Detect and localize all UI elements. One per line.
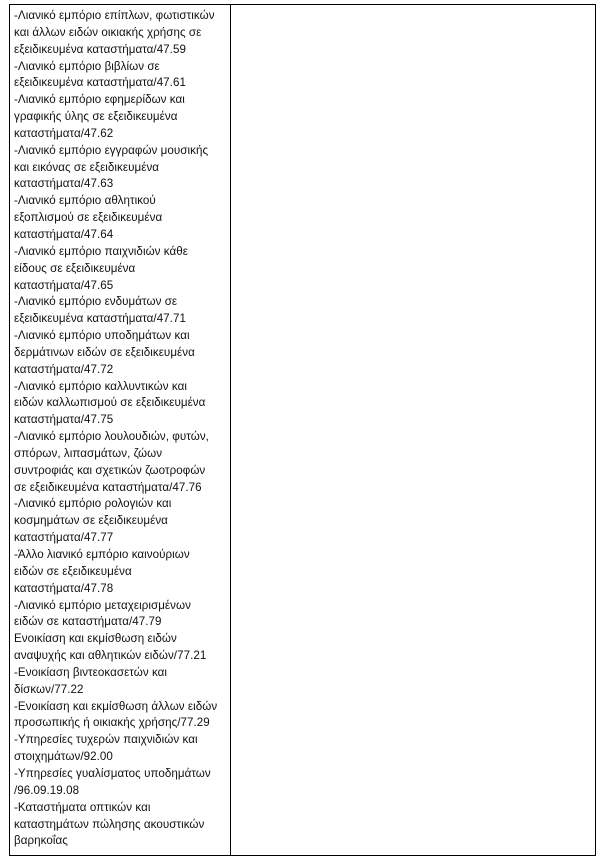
list-item-line: -Λιανικό εμπόριο ενδυμάτων σε (14, 295, 178, 309)
list-item-line: ειδών σε εξειδικευμένα (14, 564, 132, 578)
list-item-line: -Λιανικό εμπόριο ρολογιών και (14, 497, 172, 511)
list-item-line: -Υπηρεσίες γυαλίσματος υποδημάτων (14, 766, 211, 780)
list-item (14, 598, 230, 632)
activities-cell (10, 5, 231, 856)
list-item-line: Ενοικίαση και εκμίσθωση ειδών (14, 632, 177, 646)
list-item-line: καταστήματα/47.75 (14, 413, 114, 427)
list-item-line: ειδών σε καταστήματα/47.79 (14, 615, 162, 629)
list-item-line: καταστήματα/47.65 (14, 278, 114, 292)
list-item (14, 429, 230, 496)
activity-list (10, 5, 230, 850)
list-item-line: -Ενοικίαση βιντεοκασετών και (14, 665, 168, 679)
list-item (14, 328, 230, 379)
list-item (14, 244, 230, 295)
list-item-line: -Λιανικό εμπόριο παιχνιδιών κάθε (14, 244, 188, 258)
empty-cell (231, 5, 596, 856)
list-item (14, 732, 230, 766)
list-item-line: και εικόνας σε εξειδικευμένα (14, 160, 160, 174)
list-item-line: εξειδικευμένα καταστήματα/47.71 (14, 312, 186, 326)
list-item-line: καταστήματα/47.62 (14, 126, 114, 140)
list-item (14, 92, 230, 143)
list-item-line: -Λιανικό εμπόριο εγγραφών μουσικής (14, 143, 209, 157)
list-item-line: -Υπηρεσίες τυχερών παιχνιδιών και (14, 733, 198, 747)
list-item (14, 59, 230, 93)
list-item-line: -Λιανικό εμπόριο λουλουδιών, φυτών, (14, 430, 209, 444)
list-item-line: δίσκων/77.22 (14, 682, 84, 696)
list-item (14, 665, 230, 699)
list-item-line: σε εξειδικευμένα καταστήματα/47.76 (14, 480, 202, 494)
list-item-line: /96.09.19.08 (14, 783, 80, 797)
list-item-line: εξειδικευμένα καταστήματα/47.59 (14, 42, 186, 56)
list-item-line: αναψυχής και αθλητικών ειδών/77.21 (14, 649, 207, 663)
list-item (14, 547, 230, 598)
activity-table (9, 4, 596, 856)
list-item-line: καταστήματα/47.72 (14, 362, 114, 376)
table-row (10, 5, 596, 856)
list-item-line: καταστήματα/47.77 (14, 531, 114, 545)
list-item (14, 143, 230, 194)
list-item-line: καταστημάτων πώλησης ακουστικών (14, 817, 205, 831)
list-item-line: γραφικής ύλης σε εξειδικευμένα (14, 110, 178, 124)
list-item-line: προσωπικής ή οικιακής χρήσης/77.29 (14, 716, 210, 730)
list-item-line: -Λιανικό εμπόριο βιβλίων σε (14, 59, 160, 73)
list-item-line: συντροφιάς και σχετικών ζωοτροφών (14, 463, 206, 477)
list-item-line: και άλλων ειδών οικιακής χρήσης σε (14, 25, 202, 39)
list-item-line: -Ενοικίαση και εκμίσθωση άλλων ειδών (14, 699, 218, 713)
list-item-line: -Λιανικό εμπόριο εφημερίδων και (14, 93, 185, 107)
list-item (14, 294, 230, 328)
list-item-line: είδους σε εξειδικευμένα (14, 261, 136, 275)
list-item (14, 193, 230, 244)
list-item-line: εξειδικευμένα καταστήματα/47.61 (14, 76, 186, 90)
list-item-line: κοσμημάτων σε εξειδικευμένα (14, 514, 168, 528)
list-item-line: στοιχημάτων/92.00 (14, 750, 113, 764)
list-item-line: καταστήματα/47.64 (14, 227, 114, 241)
list-item-line: βαρηκοΐας (14, 834, 68, 848)
list-item-line: -Άλλο λιανικό εμπόριο καινούριων (14, 548, 190, 561)
list-item-line: καταστήματα/47.63 (14, 177, 114, 191)
list-item (14, 766, 230, 800)
list-item (14, 631, 230, 665)
list-item-line: -Καταστήματα οπτικών και (14, 800, 151, 814)
list-item-line: -Λιανικό εμπόριο αθλητικού (14, 194, 156, 208)
list-item-line: καταστήματα/47.78 (14, 581, 114, 595)
list-item (14, 8, 230, 59)
list-item-line: σπόρων, λιπασμάτων, ζώων (14, 446, 163, 460)
list-item-line: δερμάτινων ειδών σε εξειδικευμένα (14, 345, 195, 359)
list-item-line: -Λιανικό εμπόριο μεταχειρισμένων (14, 598, 191, 612)
list-item (14, 379, 230, 430)
list-item (14, 496, 230, 547)
list-item-line: -Λιανικό εμπόριο καλλυντικών και (14, 379, 187, 393)
list-item-line: ειδών καλλωπισμού σε εξειδικευμένα (14, 396, 206, 410)
list-item (14, 699, 230, 733)
list-item-line: εξοπλισμού σε εξειδικευμένα (14, 211, 163, 225)
list-item (14, 800, 230, 851)
list-item-line: -Λιανικό εμπόριο υποδημάτων και (14, 329, 190, 343)
list-item-line: -Λιανικό εμπόριο επίπλων, φωτιστικών (14, 9, 215, 22)
